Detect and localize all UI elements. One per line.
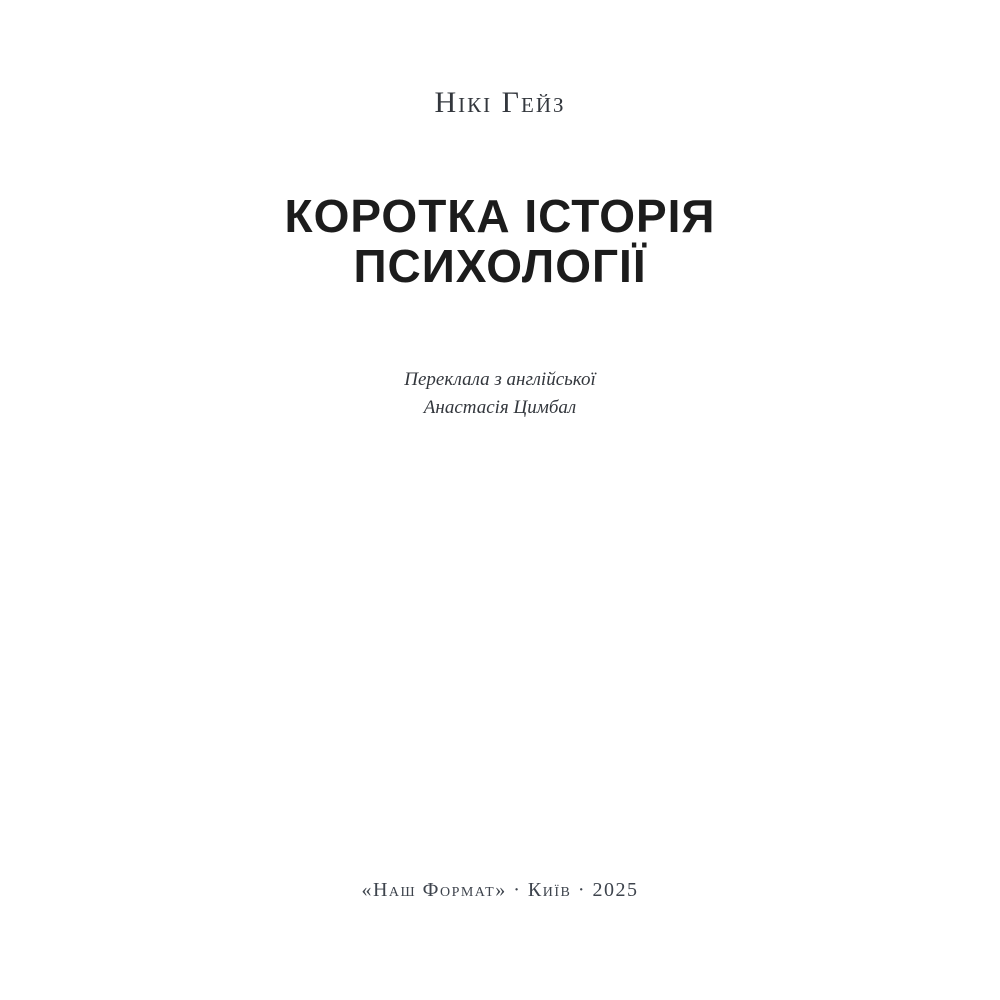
book-title-line-1: КОРОТКА ІСТОРІЯ bbox=[284, 190, 716, 242]
publisher-imprint: «Наш Формат» · Київ · 2025 bbox=[361, 879, 639, 901]
translator-name: Анастасія Цимбал bbox=[423, 397, 577, 418]
translator-credit bbox=[0, 366, 1000, 422]
book-title-line-2: ПСИХОЛОГІЇ bbox=[353, 240, 647, 292]
book-title bbox=[0, 191, 1000, 291]
translator-credit-line: Переклала з англійської bbox=[404, 369, 596, 390]
author-name: Нікі Гейз bbox=[434, 86, 566, 119]
